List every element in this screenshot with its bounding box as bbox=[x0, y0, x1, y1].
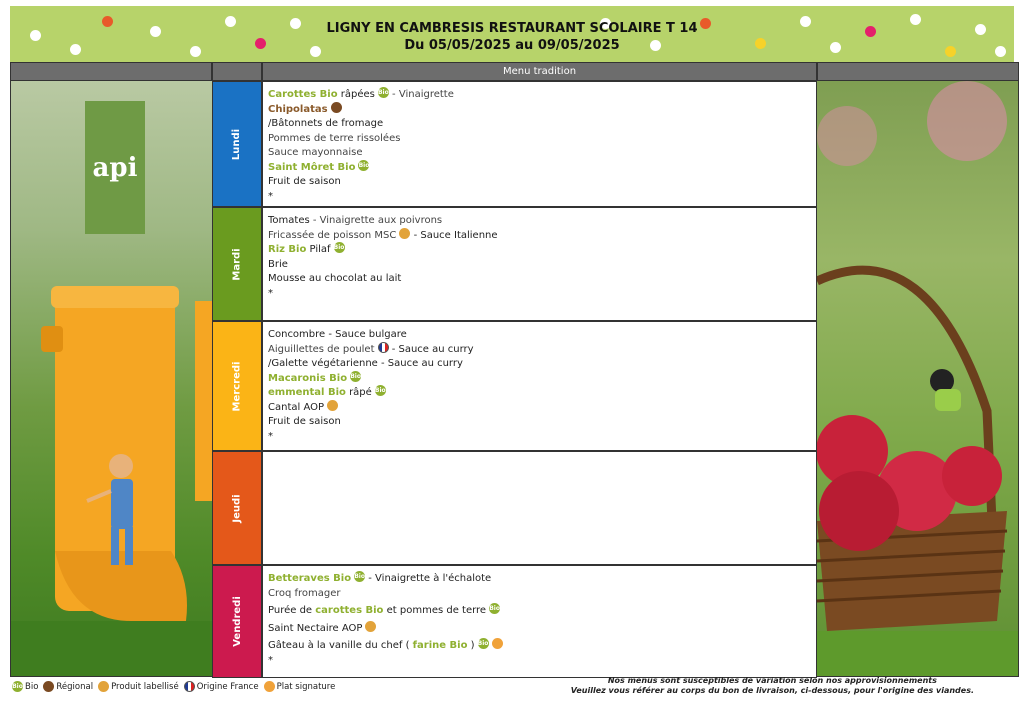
legend-labellise bbox=[98, 681, 179, 692]
notice-line: Nos menus sont susceptibles de variation selon nos approvisionnements bbox=[607, 676, 937, 685]
day-name: Vendredi bbox=[231, 596, 243, 647]
notice-line: Veuillez vous référer au corps du bon de livraison, ci-dessous, pour l'origine des viandes. bbox=[570, 686, 974, 695]
header-cell-left bbox=[10, 62, 212, 81]
legend-signature bbox=[264, 681, 336, 692]
menu-item bbox=[268, 229, 811, 244]
legend-label: Origine France bbox=[196, 681, 259, 692]
header-banner bbox=[10, 6, 1014, 62]
dish-text: Purée de bbox=[268, 605, 316, 616]
dish-text: Saint Nectaire AOP bbox=[268, 622, 363, 634]
menu-cell-mercredi bbox=[262, 321, 817, 451]
menu-item: * bbox=[268, 287, 273, 299]
bio-icon: Bio bbox=[477, 640, 489, 647]
legend-label: Bio bbox=[25, 681, 39, 692]
supply-notice bbox=[571, 676, 974, 696]
legend-bio bbox=[12, 681, 38, 692]
menu-cell-mardi bbox=[262, 207, 817, 321]
restaurant-title: LIGNY EN CAMBRESIS RESTAURANT SCOLAIRE T 14 bbox=[326, 21, 698, 36]
page-title bbox=[10, 20, 1014, 54]
dish-bio: emmental Bio bbox=[268, 387, 346, 398]
dish-text: Fricassée de poisson MSC bbox=[268, 229, 397, 241]
bio-icon: Bio bbox=[354, 573, 365, 580]
day-name: Mercredi bbox=[231, 361, 243, 411]
legend-origine bbox=[184, 681, 259, 692]
origine-france-icon bbox=[378, 342, 389, 353]
dish-text: et pommes de terre bbox=[383, 605, 487, 616]
legend-label: Régional bbox=[56, 681, 94, 692]
dish-sauce: - Sauce Italienne bbox=[410, 229, 498, 241]
label-icon bbox=[399, 228, 410, 239]
menu-item: Fruit de saison bbox=[268, 176, 341, 187]
menu-item bbox=[268, 88, 811, 103]
menu-item bbox=[268, 572, 811, 587]
day-name: Mardi bbox=[231, 247, 243, 281]
menu-cell-vendredi bbox=[262, 565, 817, 678]
menu-item bbox=[268, 161, 811, 176]
dish-bio: Macaronis Bio bbox=[268, 372, 348, 384]
label-icon bbox=[327, 400, 338, 411]
dish-text: Concombre bbox=[268, 329, 326, 340]
legend bbox=[12, 681, 340, 692]
menu-item: Sauce mayonnaise bbox=[268, 147, 363, 158]
menu-item: Pommes de terre rissolées bbox=[268, 132, 401, 144]
dish-text: Gâteau à la vanille du chef ( bbox=[268, 640, 413, 651]
dish-sauce: - Sauce bulgare bbox=[325, 329, 407, 340]
dish-regional: Chipolatas bbox=[268, 103, 328, 115]
left-photo-boots bbox=[10, 81, 212, 677]
menu-item bbox=[268, 386, 811, 401]
menu-type-header: Menu tradition bbox=[262, 62, 817, 81]
header-cell-day bbox=[212, 62, 262, 81]
dish-text: ) bbox=[467, 640, 475, 651]
menu-item: Brie bbox=[268, 258, 288, 270]
legend-label: Produit labellisé bbox=[111, 681, 179, 692]
menu-item: * bbox=[268, 190, 273, 202]
bio-icon: Bio bbox=[377, 89, 389, 96]
origine-france-icon bbox=[184, 681, 195, 692]
header-cell-right bbox=[817, 62, 1019, 81]
dish-bio: Saint Môret Bio bbox=[268, 161, 356, 173]
dish-text: râpé bbox=[345, 387, 372, 398]
dish-sauce: - Vinaigrette bbox=[388, 89, 454, 100]
menu-item bbox=[268, 639, 811, 654]
bio-icon: Bio bbox=[489, 605, 500, 612]
menu-item bbox=[268, 343, 811, 358]
dish-bio: Riz Bio bbox=[268, 244, 307, 255]
signature-icon bbox=[492, 638, 503, 649]
menu-item: /Bâtonnets de fromage bbox=[268, 118, 384, 129]
menu-cell-jeudi bbox=[262, 451, 817, 565]
right-photo-apples bbox=[817, 81, 1019, 677]
day-label-mardi bbox=[212, 207, 262, 321]
menu-item: * bbox=[268, 430, 273, 442]
dish-text: Cantal AOP bbox=[268, 401, 325, 413]
menu-item bbox=[268, 401, 811, 416]
menu-item bbox=[268, 372, 811, 387]
legend-regional bbox=[43, 681, 93, 692]
menu-cell-lundi bbox=[262, 81, 817, 207]
logo-text: api bbox=[92, 152, 138, 183]
bio-icon: Bio bbox=[374, 387, 386, 394]
dish-sauce: - Vinaigrette à l'échalote bbox=[365, 573, 492, 584]
bio-icon: Bio bbox=[350, 372, 361, 380]
signature-icon bbox=[264, 681, 275, 692]
legend-label: Plat signature bbox=[276, 681, 336, 692]
label-icon bbox=[365, 621, 376, 632]
dish-sauce: - Sauce au curry bbox=[388, 343, 474, 355]
bio-icon: Bio bbox=[358, 161, 370, 169]
menu-item: /Galette végétarienne - Sauce au curry bbox=[268, 358, 463, 369]
dish-text: Tomates bbox=[268, 215, 310, 226]
regional-icon bbox=[331, 102, 342, 113]
boots-illustration bbox=[11, 81, 212, 677]
menu-item bbox=[268, 243, 811, 258]
day-label-jeudi bbox=[212, 451, 262, 565]
dish-text: Aiguillettes de poulet bbox=[268, 343, 375, 355]
date-range: Du 05/05/2025 au 09/05/2025 bbox=[404, 38, 620, 53]
apple-basket-illustration bbox=[817, 81, 1019, 677]
bio-icon: Bio bbox=[333, 244, 345, 251]
menu-item bbox=[268, 622, 811, 637]
menu-item bbox=[268, 328, 811, 343]
dish-bio: Carottes Bio bbox=[268, 89, 338, 100]
menu-item: Mousse au chocolat au lait bbox=[268, 273, 402, 284]
day-name: Jeudi bbox=[231, 493, 243, 523]
dish-sauce: - Vinaigrette aux poivrons bbox=[309, 215, 443, 226]
menu-item bbox=[268, 604, 811, 619]
day-label-lundi bbox=[212, 81, 262, 207]
menu-item: Fruit de saison bbox=[268, 416, 341, 427]
dish-bio: farine Bio bbox=[412, 640, 468, 651]
menu-item: Croq fromager bbox=[268, 587, 341, 599]
dish-text: râpées bbox=[337, 89, 375, 100]
regional-icon bbox=[43, 681, 54, 692]
label-icon bbox=[98, 681, 109, 692]
menu-item bbox=[268, 214, 811, 229]
dish-bio: Betteraves Bio bbox=[268, 573, 352, 584]
menu-item bbox=[268, 103, 811, 118]
menu-item: * bbox=[268, 654, 273, 666]
day-label-mercredi bbox=[212, 321, 262, 451]
day-name: Lundi bbox=[231, 128, 243, 160]
bio-icon: Bio bbox=[12, 683, 23, 690]
dish-bio: carottes Bio bbox=[315, 605, 384, 616]
dish-text: Pilaf bbox=[306, 244, 331, 255]
day-label-vendredi bbox=[212, 565, 262, 678]
